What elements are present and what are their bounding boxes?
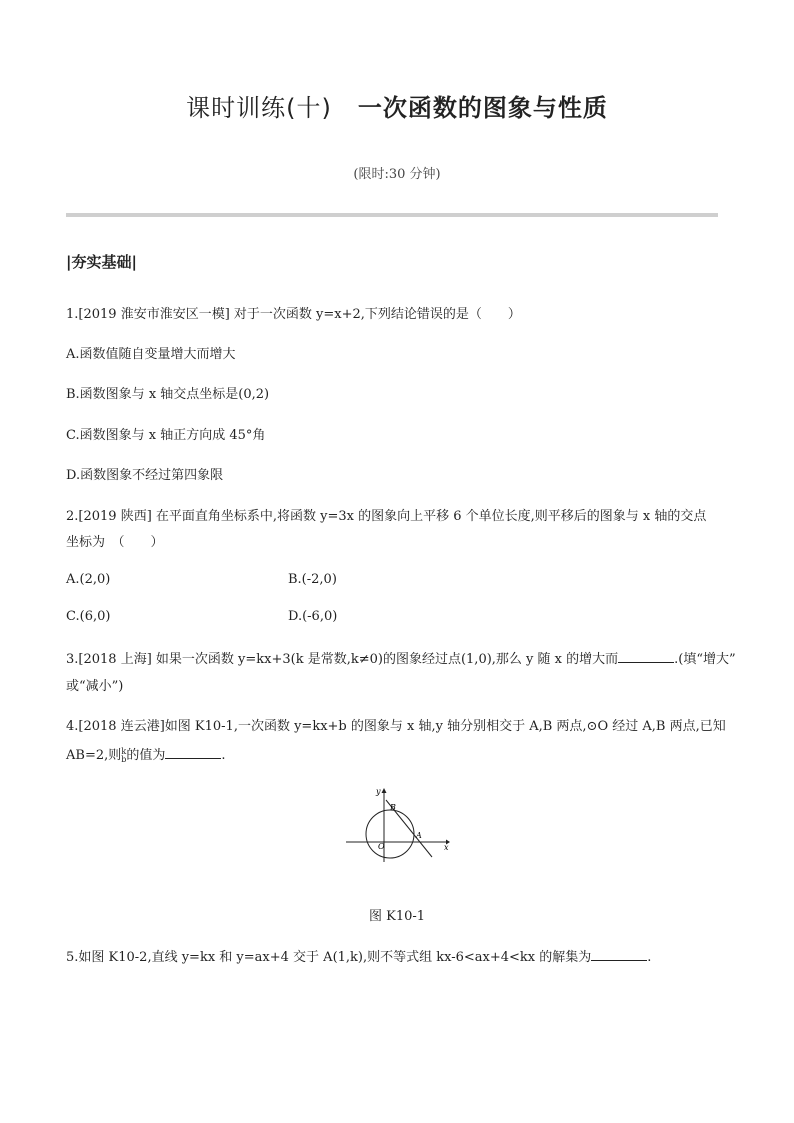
answer-blank — [165, 746, 221, 759]
q1-option-a: A.函数值随自变量增大而增大 — [66, 347, 236, 362]
q5-stem-text: 5.如图 K10-2,直线 y=kx 和 y=ax+4 交于 A(1,k),则不等式组 kx-6<ax+4<kx 的解集为 — [66, 950, 592, 965]
y-axis-arrow — [382, 788, 387, 793]
q3-stem-end: .(填“增大” — [674, 652, 736, 667]
label-b: B — [390, 803, 396, 812]
q2-stem-line2: 坐标为 （ ） — [66, 535, 164, 550]
q3-stem-line1 — [66, 648, 736, 667]
q1-option-b: B.函数图象与 x 轴交点坐标是(0,2) — [66, 387, 270, 402]
fraction-numerator: k — [121, 746, 127, 756]
q2-option-a: A.(2,0) — [66, 572, 111, 587]
answer-blank — [618, 650, 674, 663]
label-a: A — [416, 831, 422, 840]
circle-o — [366, 810, 414, 858]
time-limit: (限时:30 分钟) — [353, 167, 441, 182]
q4-stem-end: . — [221, 748, 226, 763]
label-o: O — [378, 842, 385, 851]
fraction-denominator: b — [121, 754, 127, 764]
q1-option-c: C.函数图象与 x 轴正方向成 45°角 — [66, 428, 266, 443]
q4-stem-line1: 4.[2018 连云港]如图 K10-1,一次函数 y=kx+b 的图象与 x 轴,y 轴分别相交于 A,B 两点,⊙O 经过 A,B 两点,已知 — [66, 719, 726, 734]
q2-option-c: C.(6,0) — [66, 609, 111, 624]
figure-caption: 图 K10-1 — [368, 909, 426, 924]
figure-k10-1 — [346, 786, 450, 862]
q4-stem-pre: AB=2,则 — [66, 748, 122, 763]
q3-stem-text: 3.[2018 上海] 如果一次函数 y=kx+3(k 是常数,k≠0)的图象经过点(1,0),那么 y 随 x 的增大而 — [66, 652, 619, 667]
divider — [66, 213, 718, 217]
label-x: x — [444, 843, 449, 852]
section-heading: |夯实基础| — [66, 253, 137, 271]
q2-option-b: B.(-2,0) — [288, 572, 337, 587]
q1-stem: 1.[2019 淮安市淮安区一模] 对于一次函数 y=x+2,下列结论错误的是（ ） — [66, 307, 521, 322]
title-part-1: 课时训练(十) — [186, 94, 332, 122]
label-y: y — [376, 787, 381, 796]
page-title — [0, 88, 794, 123]
q5-stem — [66, 946, 651, 965]
title-part-2: 一次函数的图象与性质 — [357, 94, 608, 122]
q4-stem-post: 的值为 — [126, 748, 166, 763]
q4-stem-line2 — [66, 744, 226, 764]
q3-stem-line2: 或“减小”) — [66, 679, 124, 694]
q2-option-d: D.(-6,0) — [288, 609, 338, 624]
q1-option-d: D.函数图象不经过第四象限 — [66, 468, 224, 483]
answer-blank — [591, 948, 647, 961]
q2-stem-line1: 2.[2019 陕西] 在平面直角坐标系中,将函数 y=3x 的图象向上平移 6 个单位长度,则平移后的图象与 x 轴的交点 — [66, 509, 707, 524]
q5-stem-end: . — [647, 950, 652, 965]
